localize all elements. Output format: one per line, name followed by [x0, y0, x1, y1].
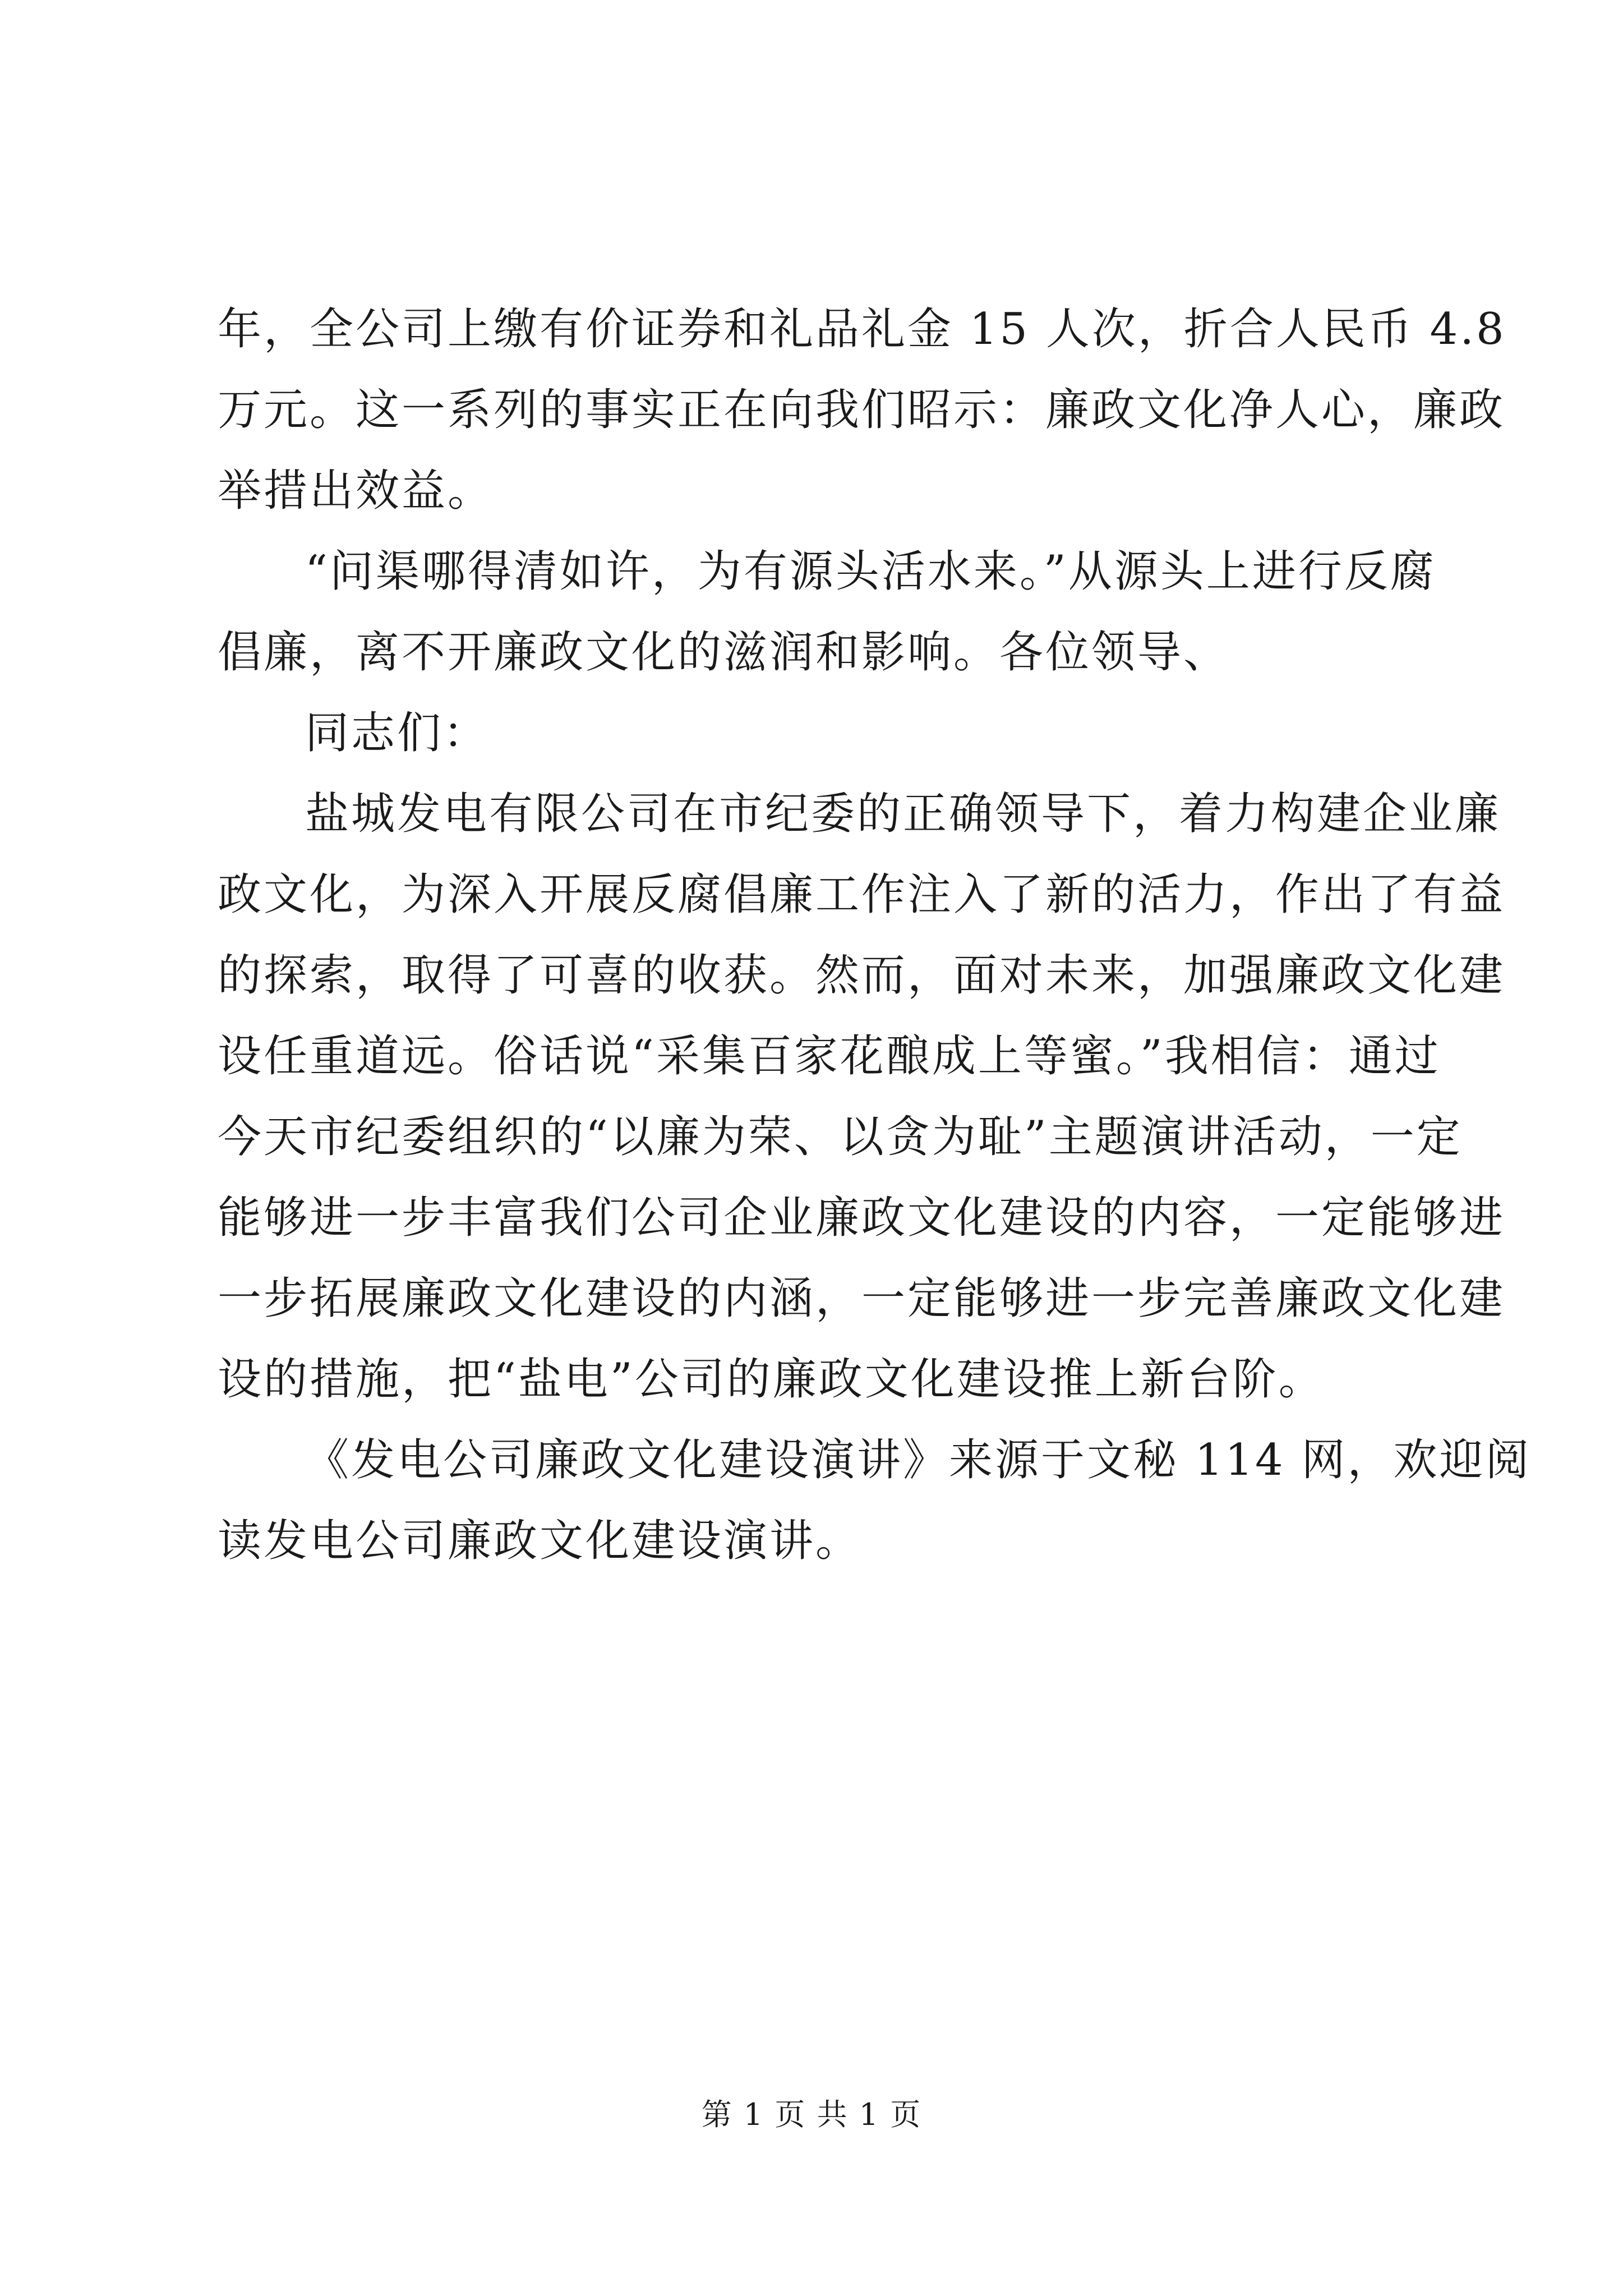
- text-line: 政文化，为深入开展反腐倡廉工作注入了新的活力，作出了有益: [218, 869, 1506, 920]
- page-number-label: 第 1 页 共 1 页: [701, 2097, 922, 2132]
- text-line: 读发电公司廉政文化建设演讲。: [218, 1516, 862, 1566]
- text-line: 今天市纪委组织的“以廉为荣、以贪为耻”主题演讲活动，一定: [218, 1112, 1463, 1162]
- text-line: 倡廉，离不开廉政文化的滋润和影响。各位领导、: [218, 627, 1230, 678]
- document-body: [218, 289, 1532, 1581]
- paragraph-start-line: 《发电公司廉政文化建设演讲》来源于文秘 114 网，欢迎阅: [305, 1435, 1532, 1485]
- text-line: 一步拓展廉政文化建设的内涵，一定能够进一步完善廉政文化建: [218, 1273, 1506, 1324]
- text-line: 举措出效益。: [218, 466, 494, 516]
- paragraph-start-line: “问渠哪得清如许，为有源头活水来。”从源头上进行反腐: [305, 546, 1436, 597]
- text-line: 年，全公司上缴有价证券和礼品礼金 15 人次，折合人民币 4.8: [218, 304, 1506, 355]
- text-line: 能够进一步丰富我们公司企业廉政文化建设的内容，一定能够进: [218, 1193, 1506, 1243]
- paragraph-start-line: 盐城发电有限公司在市纪委的正确领导下，着力构建企业廉: [305, 789, 1501, 839]
- text-line: 的探索，取得了可喜的收获。然而，面对未来，加强廉政文化建: [218, 950, 1506, 1001]
- text-line: 万元。这一系列的事实正在向我们昭示：廉政文化净人心，廉政: [218, 385, 1506, 435]
- text-line: 设任重道远。俗话说“采集百家花酿成上等蜜。”我相信：通过: [218, 1031, 1441, 1082]
- salutation-line: 同志们：: [305, 708, 490, 758]
- text-line: 设的措施，把“盐电”公司的廉政文化建设推上新台阶。: [218, 1354, 1325, 1405]
- page-footer: [0, 2092, 1623, 2137]
